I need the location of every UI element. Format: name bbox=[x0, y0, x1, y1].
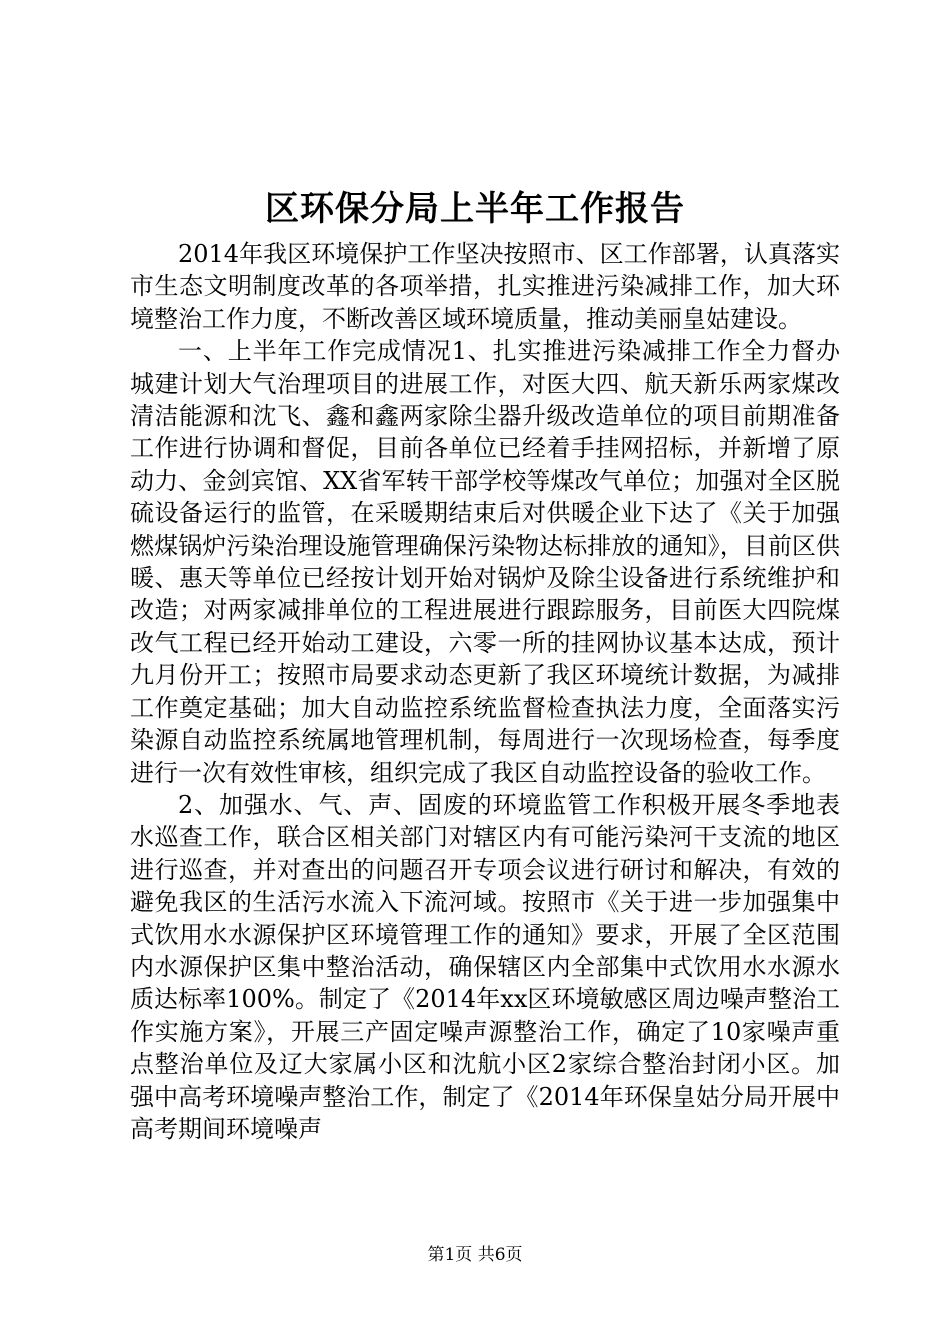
paragraph-intro: 2014年我区环境保护工作坚决按照市、区工作部署，认真落实市生态文明制度改革的各项举措，扎实推进污染减排工作，加大环境整治工作力度，不断改善区域环境质量，推动美丽皇姑建设。 bbox=[130, 240, 840, 333]
document-title: 区环保分局上半年工作报告 bbox=[265, 189, 685, 229]
document-body bbox=[130, 238, 840, 1145]
page-footer: 第1页 共6页 bbox=[427, 1245, 523, 1265]
paragraph-section-1: 一、上半年工作完成情况1、扎实推进污染减排工作全力督办城建计划大气治理项目的进展工作，对医大四、航天新乐两家煤改清洁能源和沈飞、鑫和鑫两家除尘器升级改造单位的项目前期准备工作进行协调和督促，目前各单位已经着手挂网招标，并新增了原动力、金剑宾馆、XX省军转干部学校等煤改气单位；加强对全区脱硫设备运行的监管，在采暖期结束后对供暖企业下达了《关于加强燃煤锅炉污染治理设施管理确保污染物达标排放的通知》，目前区供暖、惠天等单位已经按计划开始对锅炉及除尘设备进行系统维护和改造；对两家减排单位的工程进展进行跟踪服务，目前医大四院煤改气工程已经开始动工建设，六零一所的挂网协议基本达成，预计九月份开工；按照市局要求动态更新了我区环境统计数据，为减排工作奠定基础；加大自动监控系统监督检查执法力度，全面落实污染源自动监控系统属地管理机制，每周进行一次现场检查，每季度进行一次有效性审核，组织完成了我区自动监控设备的验收工作。 bbox=[130, 337, 840, 787]
paragraph-section-2: 2、加强水、气、声、固废的环境监管工作积极开展冬季地表水巡查工作，联合区相关部门对辖区内有可能污染河干支流的地区进行巡查，并对查出的问题召开专项会议进行研讨和解决，有效的避免我区的生活污水流入下流河域。按照市《关于进一步加强集中式饮用水水源保护区环境管理工作的通知》要求，开展了全区范围内水源保护区集中整治活动，确保辖区内全部集中式饮用水水源水质达标率100%。制定了《2014年xx区环境敏感区周边噪声整治工作实施方案》，开展三产固定噪声源整治工作，确定了10家噪声重点整治单位及辽大家属小区和沈航小区2家综合整治封闭小区。加强中高考环境噪声整治工作，制定了《2014年环保皇姑分局开展中高考期间环境噪声 bbox=[130, 790, 840, 1143]
